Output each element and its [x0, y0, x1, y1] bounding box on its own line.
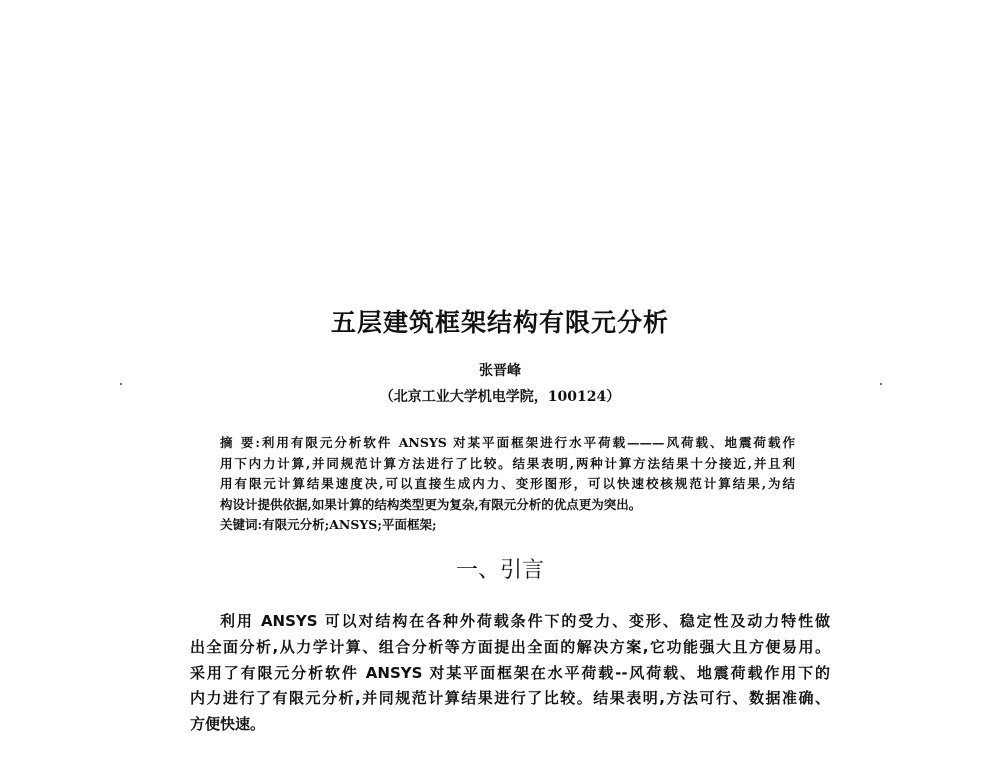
- author-affiliation: （北京工业大学机电学院，100124）: [379, 389, 621, 405]
- body-line: 利用 ANSYS 可以对结构在各种外荷载条件下的受力、变形、稳定性及动力特性做: [220, 612, 830, 630]
- author-name: 张晋峰: [479, 363, 521, 379]
- body-line: 方便快速。: [190, 715, 266, 734]
- body-line: 出全面分析,从力学计算、组合分析等方面提出全面的解决方案,它功能强大且方便易用。: [190, 637, 830, 656]
- body-line: 采用了有限元分析软件 ANSYS 对某平面框架在水平荷载--风荷载、地震荷载作用下的: [190, 663, 830, 682]
- abstract-line: 摘 要:利用有限元分析软件 ANSYS 对某平面框架进行水平荷载———风荷载、地震荷载作: [220, 435, 795, 450]
- scan-speck: [880, 383, 882, 385]
- abstract-line: 用有限元计算结果速度决,可以直接生成内力、变形图形，可以快速校核规范计算结果,为结: [220, 476, 795, 491]
- body-line: 内力进行了有限元分析,并同规范计算结果进行了比较。结果表明,方法可行、数据准确、: [190, 689, 830, 708]
- body-paragraph: [190, 609, 830, 738]
- section-heading: 一、引言: [455, 558, 544, 583]
- keywords: 关键词:有限元分析;ANSYS;平面框架;: [220, 517, 437, 532]
- abstract-line: 构设计提供依据,如果计算的结构类型更为复杂,有限元分析的优点更为突出。: [220, 496, 642, 512]
- paper-title: 五层建筑框架结构有限元分析: [330, 308, 669, 337]
- scan-speck: [120, 383, 122, 385]
- abstract: [220, 433, 795, 536]
- abstract-line: 用下内力计算,并同规范计算方法进行了比较。结果表明,两种计算方法结果十分接近,并且利: [220, 455, 795, 471]
